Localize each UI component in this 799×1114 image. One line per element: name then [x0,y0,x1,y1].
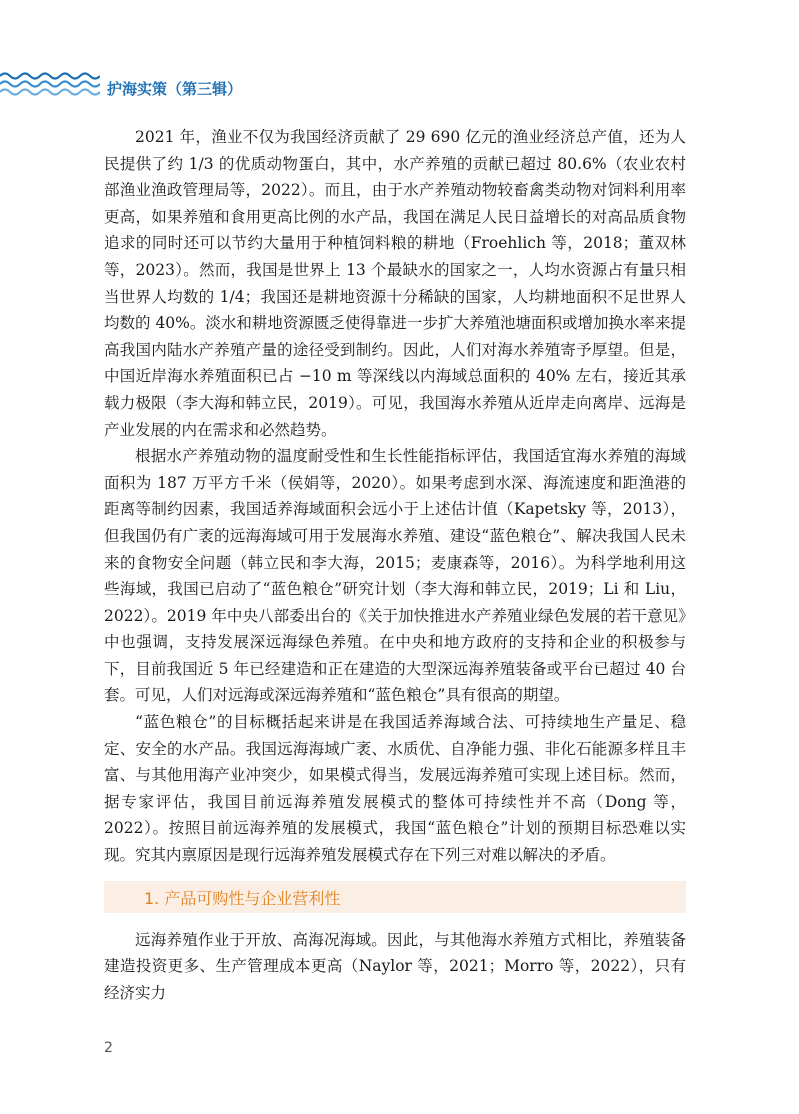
body-text [104,124,686,1006]
paragraph: “蓝色粮仓”的目标概括起来讲是在我国适养海域合法、可持续地生产量足、稳定、安全的水产品。我国远海海域广袤、水质优、自净能力强、非化石能源多样且丰富、与其他用海产业冲突少，如果模式得当，发展远海养殖可实现上述目标。然而，据专家评估，我国目前远海养殖发展模式的整体可持续性并不高（Dong 等，2022）。按照目前远海养殖的发展模式，我国“蓝色粮仓”计划的预期目标恐难以实现。究其内禀原因是现行远海养殖发展模式存在下列三对难以解决的矛盾。 [104,713,686,865]
section-heading: 1. 产品可购性与企业营利性 [144,888,341,908]
series-title: 护海实策（第三辑） [107,80,243,98]
paragraph: 远海养殖作业于开放、高海况海域。因此，与其他海水养殖方式相比，养殖装备建造投资更多、生产管理成本更高（Naylor 等，2021；Morro 等，2022），只有经济实力 [104,930,686,1002]
paragraph: 2021 年，渔业不仅为我国经济贡献了 29 690 亿元的渔业经济总产值，还为人民提供了约 1/3 的优质动物蛋白，其中，水产养殖的贡献已超过 80.6%（农业农村部渔业渔政管理局等，2022）。而且，由于水产养殖动物较畜禽类动物对饲料利用率更高，如果养殖和食用更高比例的水产品，我国在满足人民日益增长的对高品质食物追求的同时还可以节约大量用于种植饲料粮的耕地（Froehlich 等，2018；董双林等，2023）。然而，我国是世界上 13 个最缺水的国家之一，人均水资源占有量只相当世界人均数的 1/4；我国还是耕地资源十分稀缺的国家，人均耕地面积不足世界人均数的 40%。淡水和耕地资源匮乏使得靠进一步扩大养殖池塘面积或增加换水率来提高我国内陆水产养殖产量的途径受到制约。因此，人们对海水养殖寄予厚望。但是，中国近岸海水养殖面积已占 −10 m 等深线以内海域总面积的 40% 左右，接近其承载力极限（李大海和韩立民，2019）。可见，我国海水养殖从近岸走向离岸、远海是产业发展的内在需求和必然趋势。 [104,128,686,439]
section-heading-bar [104,881,686,913]
page-number: 2 [104,1040,113,1056]
paragraph: 根据水产养殖动物的温度耐受性和生长性能指标评估，我国适宜海水养殖的海域面积为 187 万平方千米（侯娟等，2020）。如果考虑到水深、海流速度和距渔港的距离等制约因素，我国适养海域面积会远小于上述估计值（Kapetsky 等，2013），但我国仍有广袤的远海海域可用于发展海水养殖、建设“蓝色粮仓”、解决我国人民未来的食物安全问题（韩立民和李大海，2015；麦康森等，2016）。为科学地利用这些海域，我国已启动了“蓝色粮仓”研究计划（李大海和韩立民，2019；Li 和 Liu，2022）。2019 年中央八部委出台的《关于加快推进水产养殖业绿色发展的若干意见》中也强调，支持发展深远海绿色养殖。在中央和地方政府的支持和企业的积极参与下，目前我国近 5 年已经建造和正在建造的大型深远海养殖装备或平台已超过 40 台套。可见，人们对远海或深远海养殖和“蓝色粮仓”具有很高的期望。 [104,447,686,705]
running-header [0,70,243,110]
wave-lines-icon [0,70,100,102]
